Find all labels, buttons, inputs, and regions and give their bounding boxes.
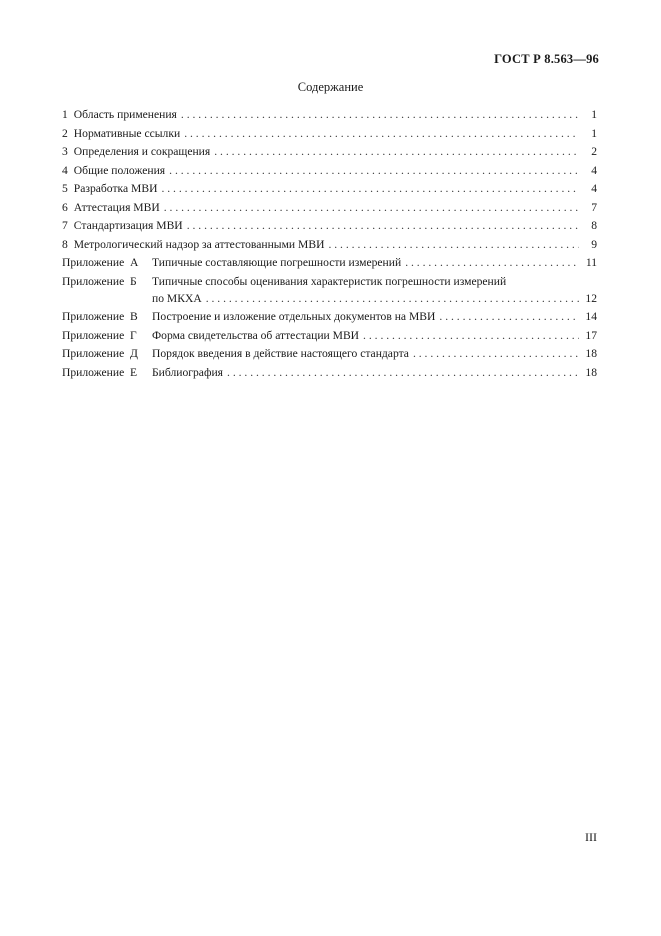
toc-entry-label: Приложение Б Типичные способы оценивания характеристик погрешности измерений	[62, 274, 507, 288]
leader-dots	[169, 162, 579, 181]
toc-page-number: 1	[591, 108, 597, 121]
toc-entry-label: 3 Определения и сокращения	[62, 145, 211, 158]
toc-page-number: 17	[585, 328, 597, 342]
leader-dots	[181, 106, 579, 125]
toc-entry-label: по МКХА	[152, 291, 202, 305]
leader-dots	[184, 125, 579, 144]
toc-appendix-e[interactable]	[62, 364, 597, 383]
toc-entry[interactable]	[62, 162, 597, 181]
toc-entry-label: Приложение В Построение и изложение отдельных документов на МВИ	[62, 310, 436, 323]
toc-page-number: 1	[591, 126, 597, 140]
toc-entry-label: Приложение А Типичные составляющие погрешности измерений	[62, 256, 402, 269]
toc-entry-label: 7 Стандартизация МВИ	[62, 219, 183, 232]
toc-entry-label: 6 Аттестация МВИ	[62, 200, 160, 214]
leader-dots	[328, 236, 579, 255]
toc-entry[interactable]	[62, 217, 597, 236]
toc-entry-label: 1 Область применения	[62, 108, 177, 121]
toc-page-number: 14	[585, 310, 597, 323]
toc-page-number: 4	[591, 163, 597, 177]
toc-entry[interactable]	[62, 199, 597, 218]
toc-entry[interactable]	[62, 236, 597, 255]
toc-entry[interactable]	[62, 143, 597, 162]
table-of-contents	[62, 106, 597, 382]
toc-page-number: 12	[585, 291, 597, 305]
toc-entry-label: 2 Нормативные ссылки	[62, 126, 181, 140]
leader-dots	[405, 254, 579, 273]
toc-entry[interactable]	[62, 106, 597, 125]
toc-appendix-b-continuation[interactable]	[62, 290, 597, 309]
toc-entry-label: 4 Общие положения	[62, 163, 166, 177]
toc-entry-label: 5 Разработка МВИ	[62, 182, 158, 195]
toc-appendix-a[interactable]	[62, 254, 597, 273]
toc-entry-label: Приложение Е Библиография	[62, 365, 224, 379]
leader-dots	[161, 180, 579, 199]
toc-page-number: 9	[591, 237, 597, 251]
toc-appendix-g[interactable]	[62, 327, 597, 346]
leader-dots	[227, 364, 579, 383]
toc-page-number: 2	[591, 145, 597, 158]
leader-dots	[214, 143, 579, 162]
leader-dots	[363, 327, 579, 346]
toc-appendix-b[interactable]	[62, 273, 597, 290]
toc-appendix-v[interactable]	[62, 308, 597, 327]
leader-dots	[206, 290, 579, 309]
toc-page-number: 7	[591, 200, 597, 214]
leader-dots	[164, 199, 579, 218]
leader-dots	[413, 345, 579, 364]
page-number: III	[585, 830, 597, 844]
toc-page-number: 4	[591, 182, 597, 195]
toc-page-number: 18	[585, 347, 597, 360]
toc-page-number: 8	[591, 219, 597, 232]
toc-entry[interactable]	[62, 180, 597, 199]
toc-title: Содержание	[297, 80, 364, 94]
toc-entry-label: 8 Метрологический надзор за аттестованными МВИ	[62, 237, 325, 251]
toc-entry-label: Приложение Г Форма свидетельства об аттестации МВИ	[62, 328, 360, 342]
toc-appendix-d[interactable]	[62, 345, 597, 364]
leader-dots	[187, 217, 579, 236]
toc-page-number: 18	[585, 365, 597, 379]
toc-entry-label: Приложение Д Порядок введения в действие настоящего стандарта	[62, 347, 409, 360]
toc-page-number: 11	[585, 256, 597, 269]
leader-dots	[439, 308, 579, 327]
toc-entry[interactable]	[62, 125, 597, 144]
document-code: ГОСТ Р 8.563—96	[494, 52, 599, 66]
